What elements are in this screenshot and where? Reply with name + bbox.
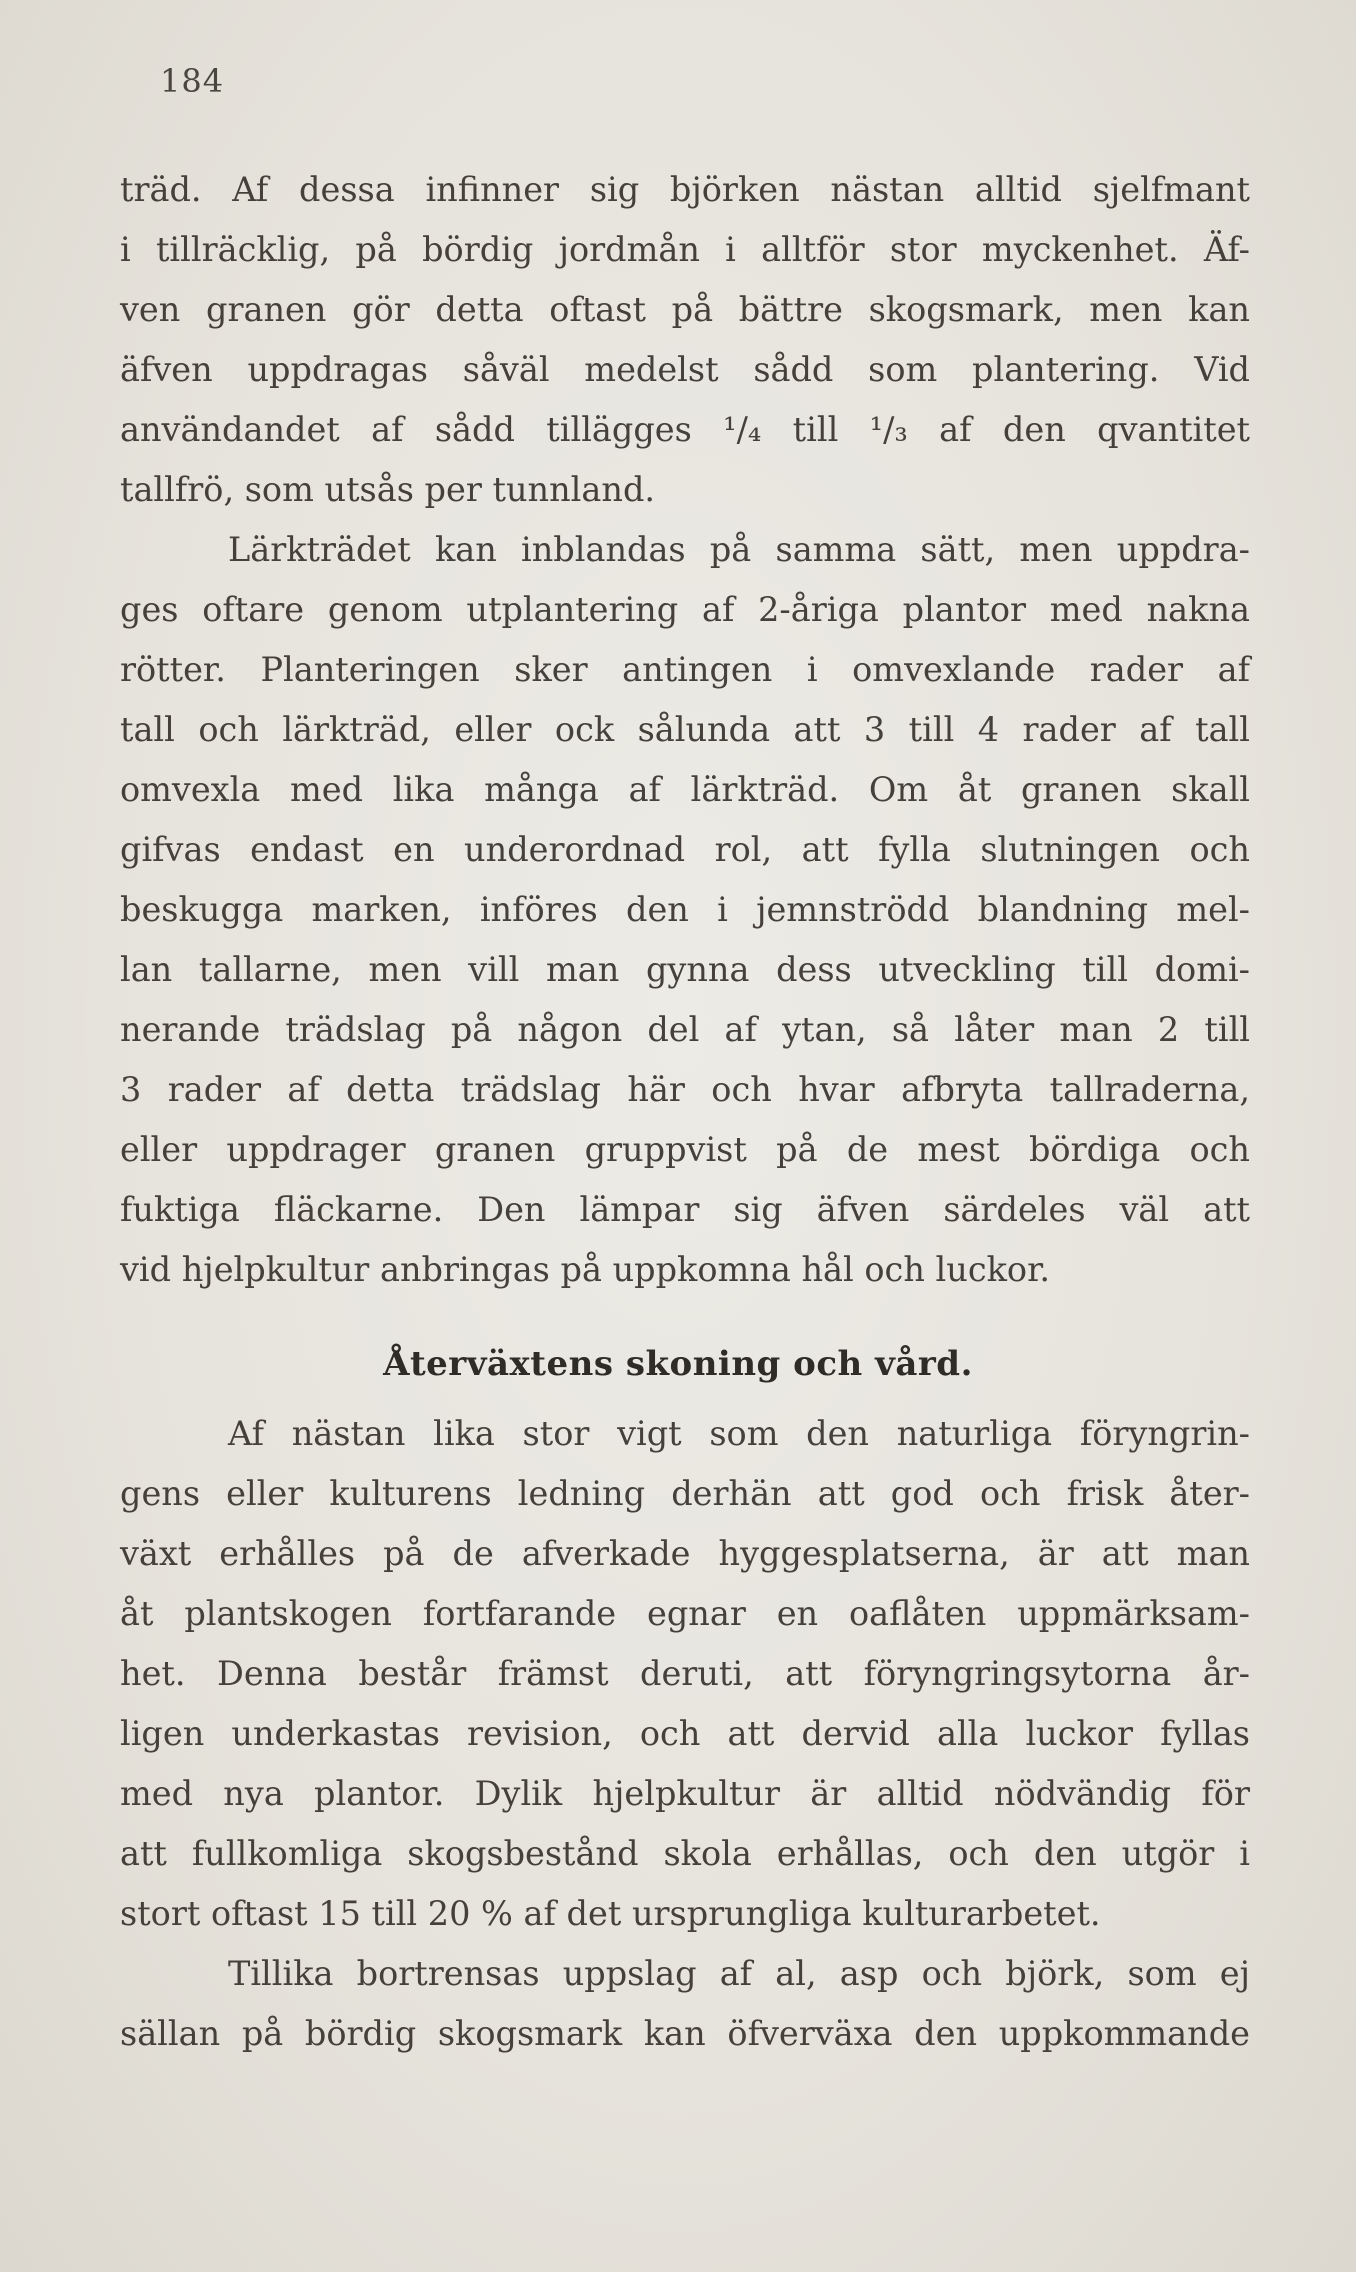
text-line: omvexla med lika många af lärkträd. Om åt granen skall	[120, 770, 1250, 809]
text-line: äfven uppdragas såväl medelst sådd som plantering. Vid	[120, 350, 1250, 389]
text-line: fuktiga fläckarne. Den lämpar sig äfven särdeles väl att	[120, 1190, 1250, 1229]
text-line: tall och lärkträd, eller ock sålunda att 3 till 4 rader af tall	[120, 710, 1250, 749]
text-line: med nya plantor. Dylik hjelpkultur är alltid nödvändig för	[120, 1774, 1250, 1813]
text-line: ges oftare genom utplantering af 2-åriga plantor med nakna	[120, 590, 1250, 629]
text-line: växt erhålles på de afverkade hyggesplatserna, är att man	[120, 1534, 1250, 1573]
text-line: rötter. Planteringen sker antingen i omvexlande rader af	[120, 650, 1250, 689]
text-line: Tillika bortrensas uppslag af al, asp och björk, som ej	[228, 1954, 1250, 1993]
text-line: gens eller kulturens ledning derhän att god och frisk åter-	[120, 1474, 1250, 1513]
page-number: 184	[160, 62, 225, 100]
text-line: lan tallarne, men vill man gynna dess utveckling till domi-	[120, 950, 1250, 989]
text-line: sällan på bördig skogsmark kan öfverväxa den uppkommande	[120, 2014, 1250, 2053]
text-line: i tillräcklig, på bördig jordmån i alltför stor myckenhet. Äf-	[120, 230, 1250, 269]
text-line: nerande trädslag på någon del af ytan, så låter man 2 till	[120, 1010, 1250, 1049]
text-line: gifvas endast en underordnad rol, att fylla slutningen och	[120, 830, 1250, 869]
text-line: åt plantskogen fortfarande egnar en oaflåten uppmärksam-	[120, 1594, 1250, 1633]
section-heading: Återväxtens skoning och vård.	[383, 1344, 973, 1384]
text-line: tallfrö, som utsås per tunnland.	[120, 470, 656, 509]
text-line: 3 rader af detta trädslag här och hvar afbryta tallraderna,	[120, 1070, 1250, 1109]
text-line: Af nästan lika stor vigt som den naturliga föryngrin-	[228, 1414, 1250, 1453]
text-line: eller uppdrager granen gruppvist på de mest bördiga och	[120, 1130, 1250, 1169]
text-line: Lärkträdet kan inblandas på samma sätt, men uppdra-	[228, 530, 1250, 569]
text-line: stort oftast 15 till 20 % af det ursprungliga kulturarbetet.	[120, 1894, 1101, 1933]
text-line: ligen underkastas revision, och att dervid alla luckor fyllas	[120, 1714, 1250, 1753]
text-line: ven granen gör detta oftast på bättre skogsmark, men kan	[120, 290, 1250, 329]
text-line: vid hjelpkultur anbringas på uppkomna hål och luckor.	[120, 1250, 1051, 1289]
text-line: träd. Af dessa infinner sig björken nästan alltid sjelfmant	[120, 170, 1250, 209]
text-line: användandet af sådd tillägges ¹/₄ till ¹/₃ af den qvantitet	[120, 410, 1250, 449]
text-line: beskugga marken, införes den i jemnströdd blandning mel-	[120, 890, 1250, 929]
text-line: att fullkomliga skogsbestånd skola erhållas, och den utgör i	[120, 1834, 1250, 1873]
text-line: het. Denna består främst deruti, att föryngringsytorna år-	[120, 1654, 1250, 1693]
